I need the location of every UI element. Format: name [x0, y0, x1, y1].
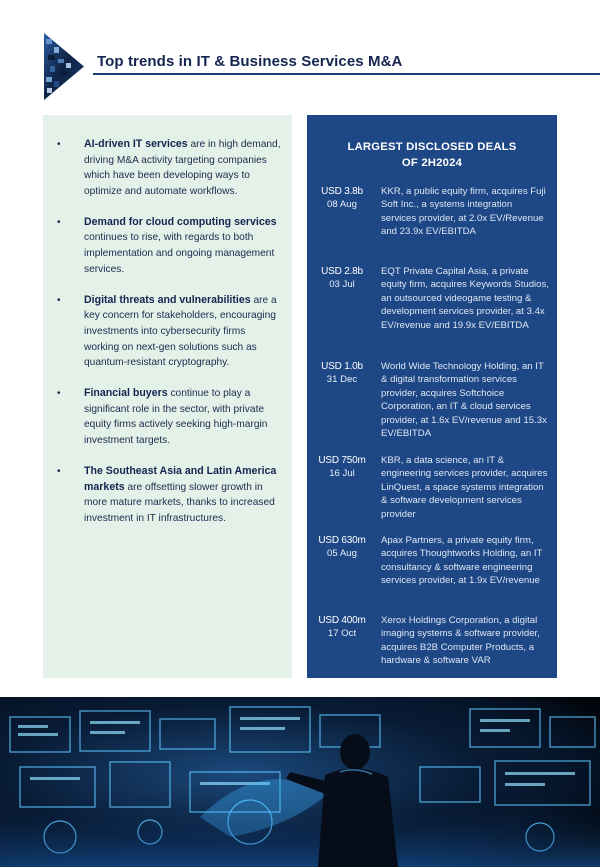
bullet-icon: •: [57, 388, 61, 400]
bullet-icon: •: [57, 466, 61, 478]
trend-highlight: The Southeast Asia and Latin America markets: [84, 465, 277, 493]
trend-highlight: AI-driven IT services: [84, 138, 188, 150]
deal-date: 16 Jul: [329, 468, 355, 480]
trends-panel: [43, 115, 292, 678]
trend-highlight: Financial buyers: [84, 387, 168, 400]
trend-item: [57, 464, 282, 526]
title-divider: [93, 73, 600, 75]
trend-item: [57, 137, 282, 199]
deal-amount: USD 750m: [318, 455, 366, 466]
deal-amount: USD 1.0b: [321, 361, 363, 372]
hero-image-tech-control-room: [0, 697, 600, 867]
deal-description: EQT Private Capital Asia, a private equity firm, acquires Keywords Studios, an outsourced videogame testing & development services provider, at 3.4x EV/revenue and 19.9x EV/EBITDA: [381, 266, 549, 331]
page-title: Top trends in IT & Business Services M&A: [97, 53, 403, 70]
deal-date: 05 Aug: [327, 548, 357, 560]
deal-description: KKR, a public equity firm, acquires Fuji Soft Inc., a systems integration services provider, at 2.0x EV/Revenue and 23.9x EV/EBITDA: [381, 186, 546, 238]
deal-date: 08 Aug: [327, 199, 357, 211]
deal-date: 17 Oct: [327, 628, 357, 640]
deals-title: [307, 139, 557, 171]
trend-text: are a key concern for stakeholders, encouraging investments into cybersecurity firms working on next-gen solutions such as quantum-resistant cryptography.: [84, 294, 277, 369]
deal-amount: USD 3.8b: [321, 186, 363, 197]
trend-text: are in high demand, driving M&A activity targeting companies which have been developing ways to optimize and automate workflows.: [84, 139, 281, 197]
deal-description: World Wide Technology Holding, an IT & digital transformation services provider, acquires Softchoice Corporation, an IT & cloud services provider, at 1.6x EV/revenue and 15.3x EV/EBITDA: [381, 361, 547, 440]
deal-description: KBR, a data science, an IT & engineering services provider, acquires LinQuest, a space systems integration & software development services provider: [381, 455, 548, 520]
trend-item: [57, 215, 282, 277]
deal-description: Apax Partners, a private equity firm, acquires Thoughtworks Holding, an IT consultancy & software engineering services provider, at 1.9x EV/revenue: [381, 535, 543, 587]
bullet-icon: •: [57, 294, 61, 306]
triangle-logo-icon: [44, 33, 84, 100]
trend-text: continues to rise, with regards to both implementation and ongoing management services.: [84, 232, 275, 275]
deals-title-line1: LARGEST DISCLOSED DEALS: [347, 141, 517, 153]
bullet-icon: •: [57, 216, 61, 228]
deal-date: 03 Jul: [329, 279, 355, 291]
bullet-icon: •: [57, 139, 61, 150]
deal-amount: USD 400m: [318, 615, 366, 626]
trend-item: [57, 293, 282, 371]
deal-amount: USD 2.8b: [321, 266, 363, 277]
trend-highlight: Digital threats and vulnerabilities: [84, 293, 251, 306]
deal-date: 31 Dec: [326, 374, 358, 386]
trend-text: are offsetting slower growth in more mature markets, thanks to increased investment in IT infrastructures.: [84, 481, 275, 524]
deal-description: Xerox Holdings Corporation, a digital imaging systems & software provider, acquires B2B Computer Products, a hardware & software VAR: [381, 615, 540, 667]
trend-item: [57, 386, 282, 448]
deals-panel: [307, 115, 557, 678]
deals-title-line2: OF 2H2024: [401, 157, 463, 169]
trend-highlight: Demand for cloud computing services: [84, 215, 277, 228]
trend-text: continue to play a significant role in the sector, with private equity firms actively seeking high-margin investment targets.: [84, 388, 268, 446]
deal-amount: USD 630m: [318, 535, 366, 546]
